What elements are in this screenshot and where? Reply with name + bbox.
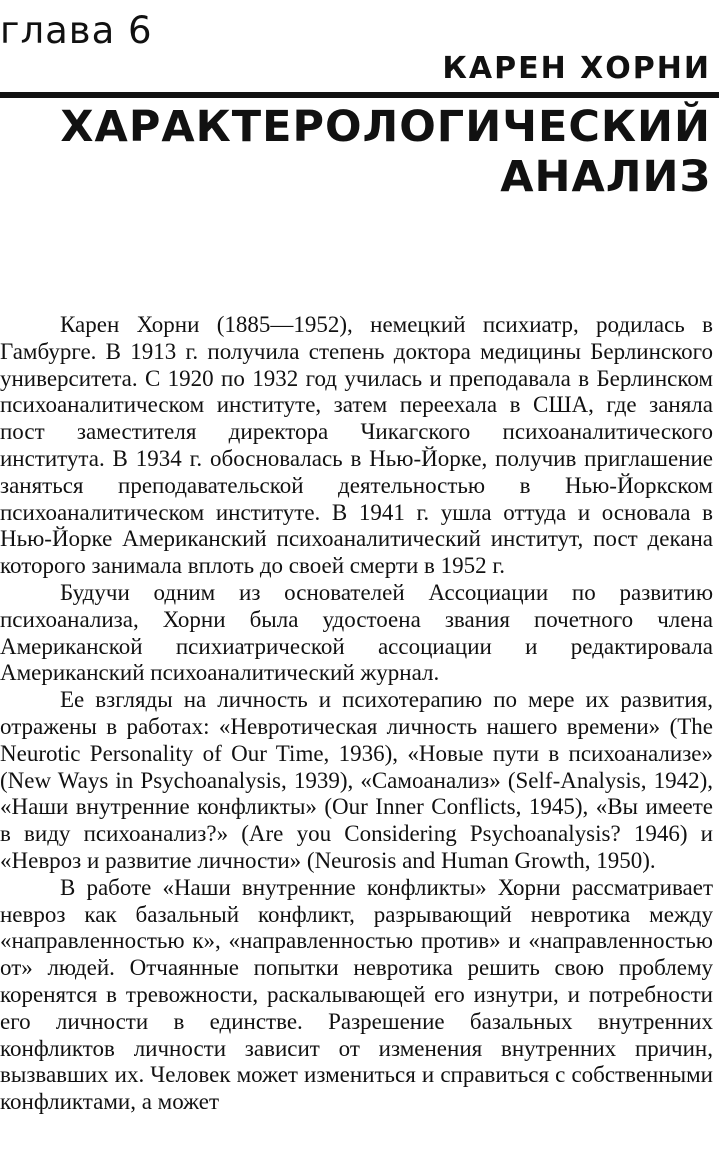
- chapter-title: [60, 102, 711, 202]
- paragraph-conflicts: В работе «Наши внутренние конфликты» Хорни рассматривает невроз как базальный конфликт, разрывающий невротика между «направленностью к», «направленностью против» и «направленностью от» людей. Отчаянные попытки невротика решить свою проблему коренятся в тревожности, раскалывающей его изнутри, и потребности его личности в единстве. Разрешение базальных внутренних конфликтов личности зависит от изменения внутренних причин, вызвавших их. Человек может измениться и справиться с собственными конфликтами, а может: [0, 874, 713, 1115]
- author-name: КАРЕН ХОРНИ: [442, 51, 711, 86]
- chapter-title-line-1: ХАРАКТЕРОЛОГИЧЕСКИЙ: [60, 102, 711, 152]
- paragraph-works: Ее взгляды на личность и психотерапию по мере их развития, отражены в работах: «Невротическая личность нашего времени» (The Neurotic Personality of Our Time, 1936), «Новые пути в психоанализе» (New Ways in Psychoanalysis, 1939), «Самоанализ» (Self-Analysis, 1942), «Наши внутренние конфликты» (Our Inner Conflicts, 1945), «Вы имеете в виду психоанализ?» (Are you Considering Psychoanalysis? 1946) и «Невроз и развитие личности» (Neurosis and Human Growth, 1950).: [0, 687, 713, 873]
- paragraph-biography: Карен Хорни (1885—1952), немецкий психиатр, родилась в Гамбурге. В 1913 г. получила степень доктора медицины Берлинского университета. С 1920 по 1932 год училась и преподавала в Берлинском психоаналитическом институте, затем переехала в США, где заняла пост заместителя директора Чикагского психоаналитического института. В 1934 г. обосновалась в Нью-Йорке, получив приглашение заняться преподавательской деятельностью в Нью-Йоркском психоаналитическом институте. В 1941 г. ушла оттуда и основала в Нью-Йорке Американский психоаналитический институт, пост декана которого занимала вплоть до своей смерти в 1952 г.: [0, 312, 713, 579]
- chapter-label: глава 6: [0, 9, 153, 52]
- header-rule: [0, 92, 719, 98]
- body-text: [0, 312, 713, 1116]
- paragraph-association: Будучи одним из основателей Ассоциации по развитию психоанализа, Хорни была удостоена звания почетного члена Американской психиатрической ассоциации и редактировала Американский психоаналитический журнал.: [0, 579, 713, 686]
- chapter-title-line-2: АНАЛИЗ: [500, 152, 711, 202]
